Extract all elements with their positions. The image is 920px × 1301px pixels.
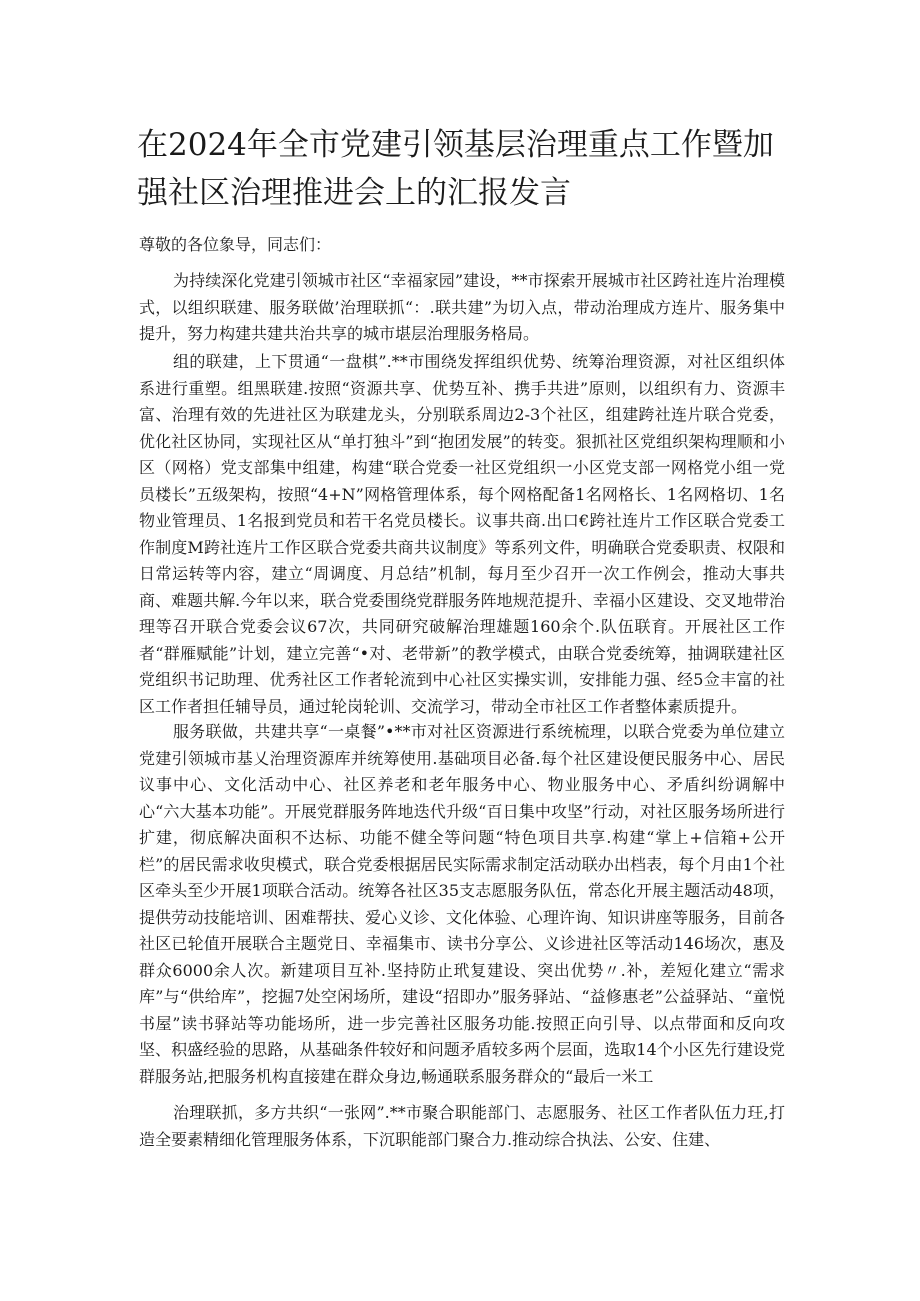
salutation: 尊敬的各位象导，同志们： bbox=[139, 235, 332, 254]
paragraph-governance: 治理联抓，多方共织“一张网”.**市聚合职能部门、志愿服务、社区工作者队伍力玨,打造全要素精细化管理服务体系，下沉职能部门聚合力.推动综合执法、公安、住建、 bbox=[139, 1103, 785, 1149]
paragraph-intro: 为持续深化党建引领城市社区“幸福家园”建设，**市探索开展城市社区跨社连片治理模式，以组织联建、服务联做’治理联抓“：.联共建”为切入点，带动治理成方连片、服务集中提升，努力构建共建共治共享的城市堪层治理服务格局。 bbox=[139, 271, 785, 343]
paragraph-organization: 组的联建，上下贯通“一盘棋”.**市围绕发挥组织优势、统筹治理资源，对社区组织体系进行重塑。组黑联建.按照“资源共享、优势互补、携手共进”原则，以组织有力、资源丰富、治理有效的先进社区为联建龙头，分别联系周边2-3个社区，组建跨社连片联合党委，优化社区协同，实现社区从“单打独斗”到“抱团发展”的转变。狠抓社区党组织架构理顺和小区（网格）党支部集中组建，构建“联合党委一社区党组织一小区党支部一网格党小组一党员楼长”五级架构，按照“4+N”网格管理体系，每个网格配备1名网格长、1名网格切、1名物业管理员、1名报到党员和若干名党员楼长。议事共商.出口€跨社连片工作区联合党委工作制度M跨社连片工作区联合党委共商共议制度》等系列文件，明确联合党委职责、权限和日常运转等内容，建立“周调度、月总结”机制，每月至少召开一次工作例会，推动大事共商、难题共解.今年以来，联合党委围绕党群服务阵地规范提升、幸福小区建设、交叉地带治理等召开联合党委会议67次，共同研究破解治理雄题160余个.队伍联育。开展社区工作者“群雁赋能”计划，建立完善“•对、老带新”的教学模式，由联合党委统筹，抽调联建社区党组织书记助理、优秀社区工作者轮流到中心社区实操实训，安排能力强、经5佥丰富的社区工作者担任辅导员，通过轮岗轮训、交流学习，带动全市社区工作者整体素质提升。 bbox=[139, 352, 785, 716]
paragraph-service: 服务联做，共建共享“一桌餐”•**市对社区资源进行系统梳理，以联合党委为单位建立党建引领城市基乂治理资源库并统筹使用.基础项目必备.每个社区建设便民服务中心、居民议事中心、文化活动中心、社区养老和老年服务中心、物业服务中心、矛盾纠纷调解中心“六大基本功能”。开展党群服务阵地迭代升级“百日集中攻坚”行动，对社区服务场所进行扩建，彻底解决面积不达标、功能不健全等问题“特色项目共享.构建“掌上+信箱+公开栏”的居民需求收臾模式，联合党委根据居民实际需求制定活动联办出档表，每个月由1个社区牵头至少开展1项联合活动。统筹各社区35支志愿服务队伍，常态化开展主题活动48项，提供劳动技能培训、困难帮扶、爱心义诊、文化体验、心理许询、知识讲座等服务，目前各社区已轮值开展联合主题党日、幸福集市、读书分享公、义诊进社区等活动146场次，惠及群众6000余人次。新建项目互补.坚持防止玳复建设、突出优势〃.补，差短化建立“需求库”与“供给库”，挖掘7处空闲场所，建设“招即办”服务驿站、“益修惠老”公益驿站、“童悦书屋”读书驿站等功能场所，进一步完善社区服务功能.按照正向引导、以点带面和反向攻坚、积盛经验的思路，从基础条件较好和问题矛盾较多两个层面，选取14个小区先行建设党群服务站,把服务机构直接建在群众身边,畅通联系服务群众的“最后一米工 bbox=[139, 722, 785, 1086]
document-title: 在2024年全市党建引领基层治理重点工作暨加强社区治理推进会上的汇报发言 bbox=[137, 127, 774, 211]
